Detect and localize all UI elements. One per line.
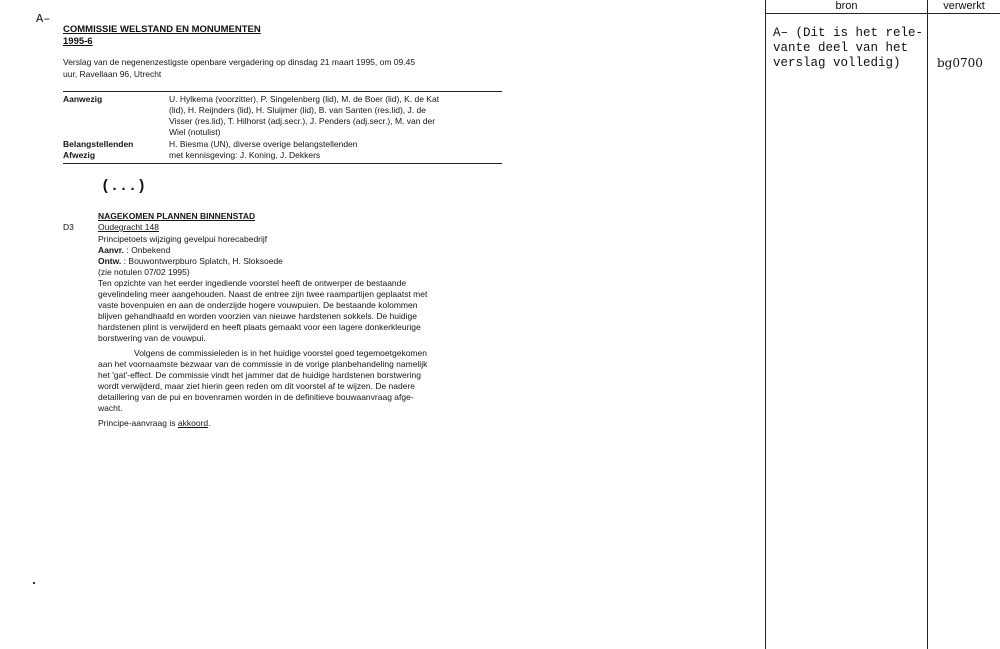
attendance-bottom-rule — [63, 163, 502, 164]
column-header-verwerkt: verwerkt — [943, 0, 985, 12]
paragraph-line: vaste bovenpuien en aan de onderzijde hogere vouwpuien. De bestaande kolommen — [98, 300, 418, 310]
applicant-row — [98, 245, 170, 256]
present-line: U. Hylkema (voorzitter), P. Singelenberg (lid), M. de Boer (lid), K. de Kat — [169, 94, 440, 104]
applicant-label: Aanvr. — [98, 245, 124, 255]
side-table-left-border — [765, 0, 766, 649]
paragraph-1 — [98, 278, 498, 344]
paragraph-line: aan het voornaamste bezwaar van de commissie in de vorige planbehandeling namelijk — [98, 359, 428, 369]
applicant-value: : Onbekend — [126, 245, 171, 255]
paragraph-line: wacht. — [98, 403, 123, 413]
paragraph-line: blijven gehandhaafd en worden voorzien van nieuwe hardstenen sokkels. De huidige — [98, 311, 417, 321]
absent-value: met kennisgeving: J. Koning, J. Dekkers — [169, 150, 321, 160]
stakeholders-label: Belangstellenden — [63, 139, 134, 149]
meeting-number: 1995-6 — [63, 36, 93, 47]
paragraph-line: Ten opzichte van het eerder ingediende voorstel heeft de ontwerper de bestaande — [98, 278, 407, 288]
paragraph-line: detaillering van de pui en bovenramen worden in de definitieve bouwaanvraag afge- — [98, 392, 414, 402]
see-minutes: (zie notulen 07/02 1995) — [98, 267, 190, 277]
source-note-line: verslag volledig) — [773, 56, 901, 70]
paragraph-2 — [98, 348, 498, 414]
item-address: Oudegracht 148 — [98, 222, 159, 232]
document-title: COMMISSIE WELSTAND EN MONUMENTEN — [63, 24, 261, 35]
absent-label: Afwezig — [63, 150, 96, 160]
source-note — [773, 26, 923, 71]
conclusion — [98, 418, 210, 429]
designer-label: Ontw. — [98, 256, 122, 266]
side-table-header-rule — [765, 13, 1000, 14]
present-line: Wiel (notulist) — [169, 127, 221, 137]
paragraph-line: borstwering van de vouwpui. — [98, 333, 206, 343]
item-subject: Principetoets wijziging gevelpui horecabedrijf — [98, 234, 268, 244]
conclusion-keyword: akkoord — [177, 418, 209, 428]
stakeholders-value: H. Biesma (UN), diverse overige belangstellenden — [169, 139, 358, 149]
column-header-bron: bron — [835, 0, 858, 12]
intro-line-2: uur, Ravellaan 96, Utrecht — [63, 69, 162, 79]
present-label: Aanwezig — [63, 94, 103, 104]
side-table-column-divider — [927, 0, 928, 649]
intro-line-1: Verslag van de negenenzestigste openbare vergadering op dinsdag 21 maart 1995, om 09.45 — [63, 57, 416, 67]
source-note-line: vante deel van het — [773, 41, 909, 55]
paragraph-line: wordt verwijderd, maar ziet hierin geen reden om dit voorstel af te wijzen. De nadere — [98, 381, 416, 391]
section-title: NAGEKOMEN PLANNEN BINNENSTAD — [98, 211, 256, 221]
source-note-line: A– (Dit is het rele- — [773, 26, 924, 40]
present-line: Visser (res.lid), T. Hilhorst (adj.secr.), J. Penders (adj.secr.), M. van der — [169, 116, 436, 126]
attendance-top-rule — [63, 91, 502, 92]
designer-row — [98, 256, 283, 267]
omission-marker: (...) — [101, 178, 147, 195]
present-list — [169, 94, 504, 138]
paragraph-line: Volgens de commissieleden is in het huidige voorstel goed tegemoetgekomen — [134, 348, 427, 358]
processed-code: bg0700 — [937, 56, 983, 70]
scan-speck — [33, 582, 35, 584]
conclusion-suffix: . — [208, 418, 211, 428]
conclusion-prefix: Principe-aanvraag is — [98, 418, 178, 428]
paragraph-line: het 'gat'-effect. De commissie vindt het jammer dat de huidige hardstenen borstwering — [98, 370, 421, 380]
present-line: (lid), H. Reijnders (lid), H. Sluijmer (lid), B. van Santen (res.lid), J. de — [169, 105, 426, 115]
margin-mark: A– — [36, 12, 51, 26]
paragraph-line: gevelindeling meer aangehouden. Naast de entree zijn twee raampartijen geplaatst met — [98, 289, 428, 299]
designer-value: : Bouwontwerpburo Splatch, H. Sloksoede — [123, 256, 283, 266]
item-code: D3 — [63, 222, 74, 232]
paragraph-line: hardstenen plint is verwijderd en heeft plaats gemaakt voor een lagere donkerkleurige — [98, 322, 421, 332]
